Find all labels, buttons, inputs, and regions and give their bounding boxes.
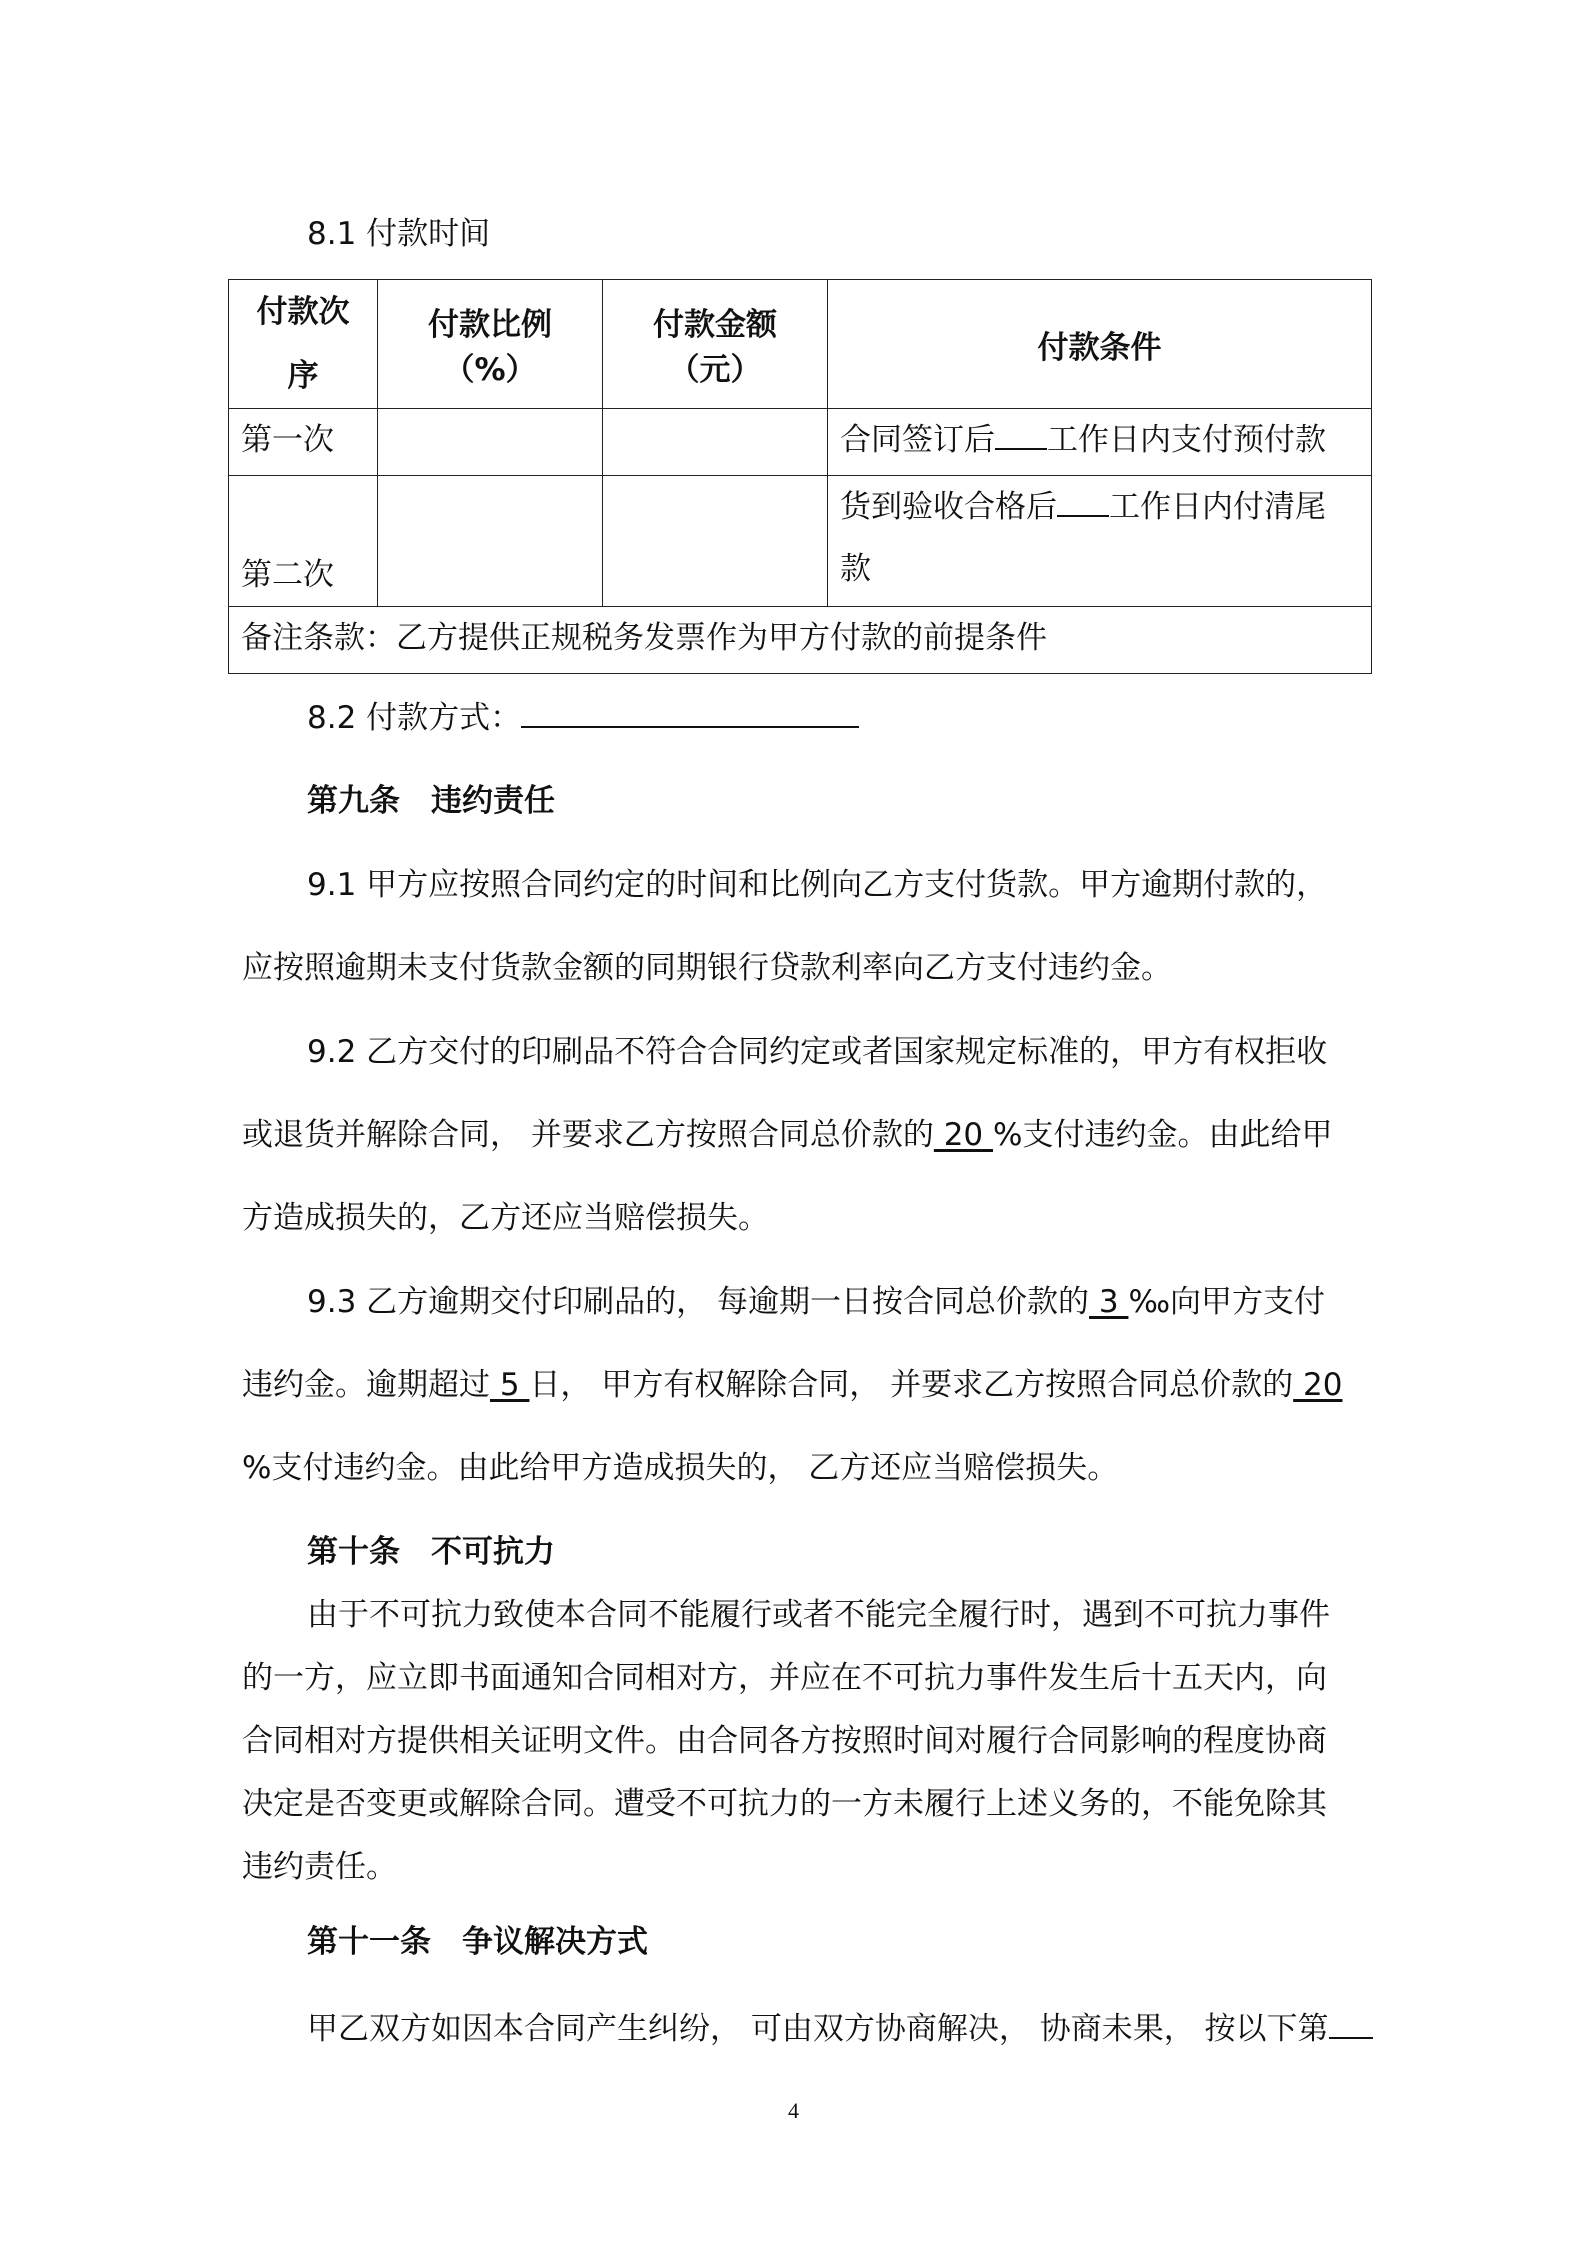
row2-condition-part-b: 工作日内付清尾: [1109, 489, 1326, 525]
row2-condition-part-a: 货到验收合格后: [840, 489, 1057, 525]
article-10-line-4: 决定是否变更或解除合同。遭受不可抗力的一方未履行上述义务的，不能免除其: [242, 1786, 1327, 1822]
para-9-3-text-d: 日， 甲方有权解除合同， 并要求乙方按照合同总价款的: [529, 1367, 1294, 1403]
row1-order: 第一次: [229, 409, 378, 476]
para-9-3-line-1: [307, 1280, 1417, 1324]
table-header-row: [229, 280, 1372, 409]
para-9-2-line-1: 9.2 乙方交付的印刷品不符合合同约定或者国家规定标准的，甲方有权拒收: [307, 1034, 1328, 1070]
article-11-line-1: [307, 2007, 1417, 2051]
payment-schedule-table: [228, 279, 1372, 674]
table-note: 备注条款：乙方提供正规税务发票作为甲方付款的前提条件: [229, 607, 1372, 674]
page-number: 4: [788, 2098, 799, 2123]
para-9-3-text-a: 9.3 乙方逾期交付印刷品的， 每逾期一日按合同总价款的: [307, 1284, 1090, 1320]
para-9-3-line-3: [242, 1446, 1352, 1490]
article-10-line-1: 由于不可抗力致使本合同不能履行或者不能完全履行时，遇到不可抗力事件: [307, 1597, 1330, 1633]
para-9-3-text-e: %支付违约金。由此给甲方造成损失的， 乙方还应当赔偿损失。: [242, 1450, 1119, 1486]
article-10-line-3: 合同相对方提供相关证明文件。由合同各方按照时间对履行合同影响的程度协商: [242, 1723, 1327, 1759]
article-10-line-5: 违约责任。: [242, 1849, 397, 1885]
row1-ratio: [378, 409, 603, 476]
para-9-3-text-c: 违约金。逾期超过: [242, 1367, 490, 1403]
payment-method-blank: [521, 696, 859, 728]
row1-condition-part-a: 合同签订后: [840, 422, 995, 458]
article-9-title: 第九条 违约责任: [307, 783, 555, 819]
article-11-text: 甲乙双方如因本合同产生纠纷， 可由双方协商解决， 协商未果， 按以下第: [307, 2011, 1329, 2047]
para-9-1-line-2: 应按照逾期未支付货款金额的同期银行贷款利率向乙方支付违约金。: [242, 950, 1172, 986]
overdue-days-value: 5: [490, 1367, 530, 1403]
row2-order: 第二次: [229, 476, 378, 607]
table-row: [229, 476, 1372, 607]
para-9-2-line-2: [242, 1113, 1352, 1157]
termination-penalty-value: 20: [1293, 1367, 1343, 1403]
header-order-line-2: 序: [287, 358, 319, 394]
row1-amount: [603, 409, 828, 476]
daily-penalty-value: 3: [1089, 1284, 1129, 1320]
row1-condition: [828, 409, 1372, 476]
row2-condition: [828, 476, 1372, 607]
para-9-2-text-a: 或退货并解除合同， 并要求乙方按照合同总价款的: [242, 1117, 934, 1153]
header-payment-amount: 付款金额（元）: [603, 280, 828, 409]
row2-condition-part-c: 款: [840, 551, 871, 587]
clause-number-blank: [1329, 2007, 1373, 2039]
header-payment-condition: 付款条件: [828, 280, 1372, 409]
row1-condition-part-b: 工作日内支付预付款: [1047, 422, 1326, 458]
table-row: [229, 409, 1372, 476]
table-note-row: [229, 607, 1372, 674]
row2-amount: [603, 476, 828, 607]
row2-ratio: [378, 476, 603, 607]
blank-underline: [995, 418, 1047, 450]
section-8-2-line: [307, 696, 1417, 740]
section-8-2-label: 8.2 付款方式：: [307, 700, 522, 736]
para-9-2-line-3: 方造成损失的，乙方还应当赔偿损失。: [242, 1200, 769, 1236]
header-order-line-1: 付款次: [256, 294, 350, 330]
header-payment-order: [229, 280, 378, 409]
blank-underline: [1057, 485, 1109, 517]
article-10-title: 第十条 不可抗力: [307, 1534, 555, 1570]
para-9-3-line-2: [242, 1363, 1352, 1407]
para-9-1-line-1: 9.1 甲方应按照合同约定的时间和比例向乙方支付货款。甲方逾期付款的，: [307, 867, 1328, 903]
article-11-title: 第十一条 争议解决方式: [307, 1924, 648, 1960]
header-payment-ratio: 付款比例（%）: [378, 280, 603, 409]
article-10-line-2: 的一方，应立即书面通知合同相对方，并应在不可抗力事件发生后十五天内，向: [242, 1660, 1327, 1696]
section-8-1-title: 8.1 付款时间: [307, 216, 491, 252]
para-9-2-text-b: %支付违约金。由此给甲: [993, 1117, 1333, 1153]
penalty-percent-value: 20: [933, 1117, 994, 1153]
para-9-3-text-b: ‰向甲方支付: [1128, 1284, 1326, 1320]
